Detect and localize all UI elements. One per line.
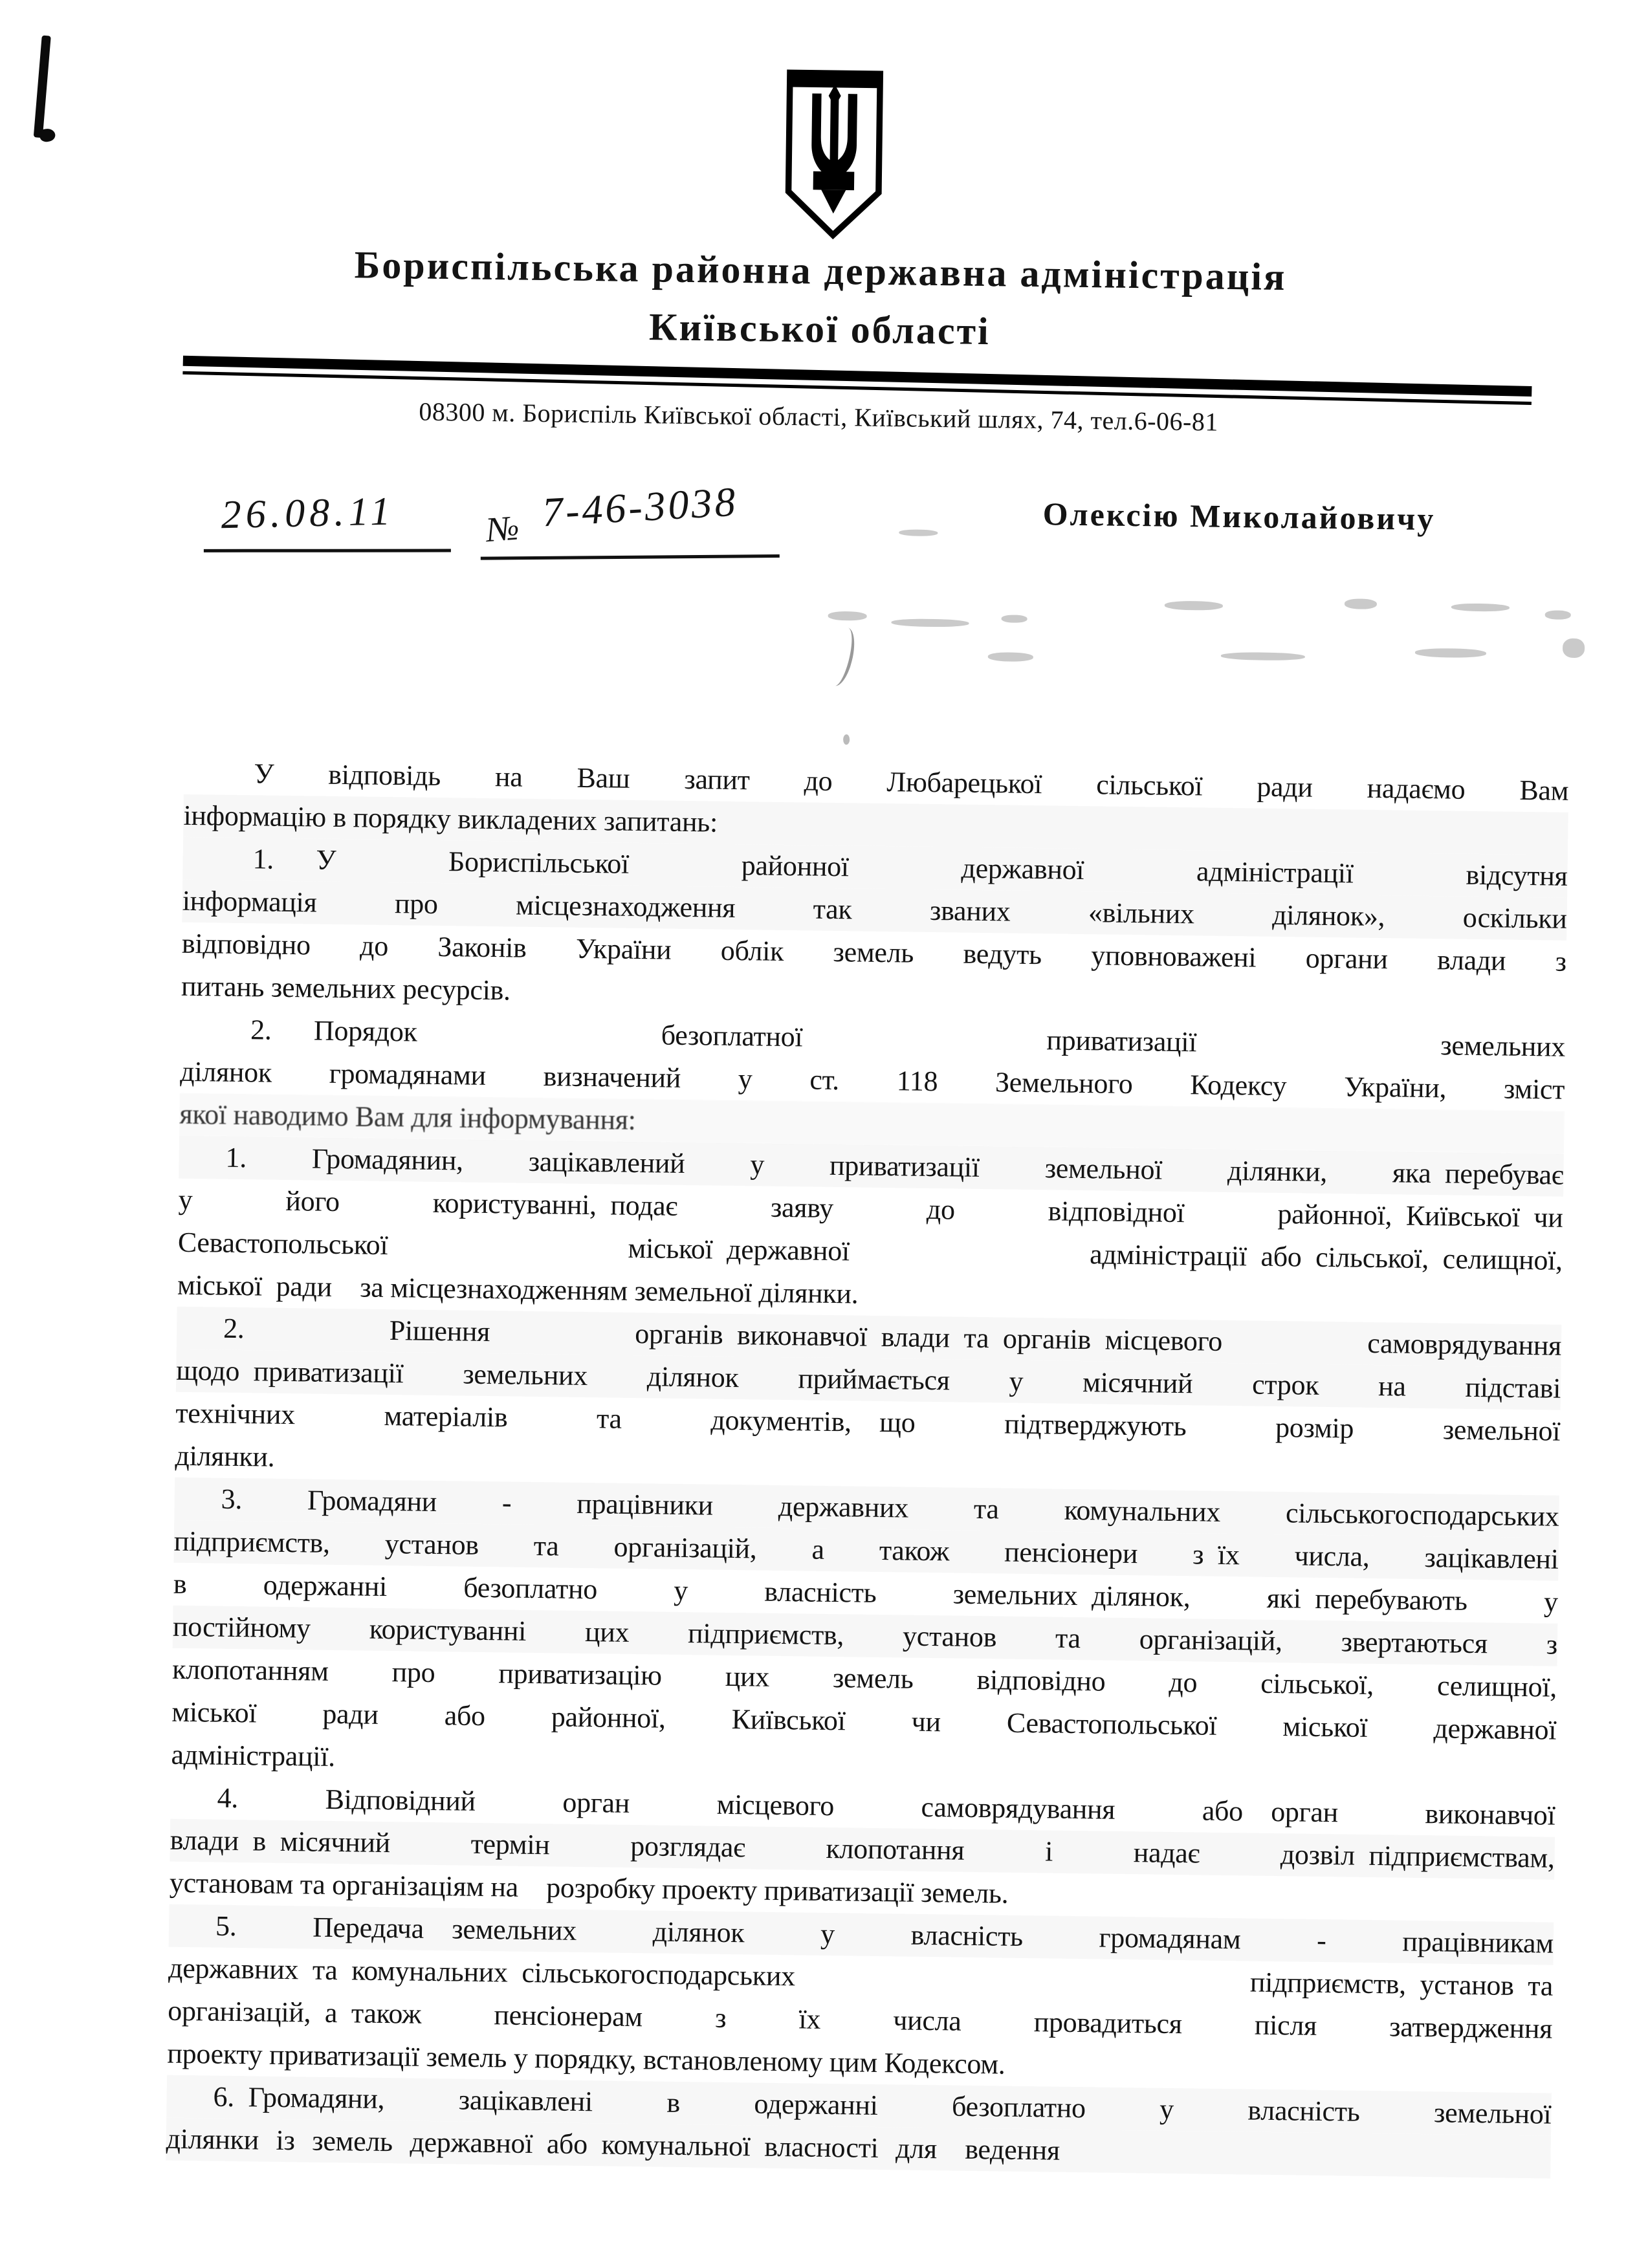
pen-stroke-mark [34,36,51,138]
body-line: 6. Громадяни, зацікавлені в одержанні безоплатно у власність земельної [166,2075,1552,2136]
scan-smudge [1221,652,1305,661]
body-paragraph [166,2075,1552,2179]
body-line: 1. У Бориспільської районної державної адміністрації відсутня [182,837,1568,898]
scan-smudge [988,652,1033,662]
body-line: влади в місячний термін розглядає клопотання і надає дозвіл підприємствам, [170,1819,1555,1880]
body-line: технічних матеріалів та документів, що підтверджують розмір земельної [175,1397,1561,1447]
scan-smudge [891,618,969,627]
body-line: 2. Порядок безоплатної приватизації земельних [250,1014,1566,1063]
body-line: 4. Відповідний орган місцевого самоврядування або орган виконавчої [217,1782,1555,1831]
body-line: якої наводимо Вам для інформування: [179,1093,1565,1154]
number-underline [481,554,780,560]
body-paragraph [179,1008,1565,1154]
date-underline [204,549,451,552]
body-line: установам та організаціям на розробку проекту приватизації земель. [169,1866,1009,1910]
org-name-line1: Бориспільська районна державна адміністрація [354,243,1287,299]
body-line: 2. Рішення органів виконавчої влади та органів місцевого самоврядування [177,1307,1562,1368]
body-line: організацій, а також пенсіонерам з їх числа провадиться після затвердження [168,1994,1553,2045]
handwritten-date: 26.08.11 [220,489,395,538]
org-name-line2: Київської області [648,305,991,353]
body-line: проекту приватизації земель у порядку, встановленому цим Кодексом. [167,2037,1005,2080]
ink-curl-mark [823,625,860,688]
body-line: ділянки із земель державної або комунальної власності для ведення [166,2118,1551,2179]
body-line: міської ради за місцезнаходженням земельної ділянки. [177,1269,859,1310]
body-line: у його користуванні, подає заяву до відповідної районної, Київської чи [178,1183,1563,1234]
ukraine-trident-emblem [781,69,886,242]
body-line: постійному користуванні цих підприємств, установ та організацій, звертаються з [173,1606,1558,1666]
scan-smudge [1165,601,1223,611]
body-line: в одержанні безоплатно у власність земельних ділянок, які перебувають у [173,1567,1559,1618]
body-line: клопотанням про приватизацію цих земель відповідно до сільської, селищної, [171,1653,1557,1703]
body-paragraph [175,1307,1561,1496]
body-paragraph [171,1477,1559,1794]
org-address-line: 08300 м. Бориспіль Київської області, Київський шлях, 74, тел.6-06-81 [419,397,1219,437]
document-number-sign: № [485,508,521,550]
body-line: державних та комунальних сільськогосподарських підприємств, установ та [168,1952,1554,2002]
scan-smudge [1563,638,1585,658]
body-line: 1. Громадянин, зацікавлений у приватизації земельної ділянки, яка перебуває [179,1136,1564,1197]
body-line: міської ради або районної, Київської чи Севастопольської міської державної [171,1696,1557,1746]
addressee-name: Олексію Миколайовичу [1042,496,1436,538]
scan-smudge [899,529,938,536]
body-line: інформацію в порядку викладених запитань: [183,794,1568,855]
body-line: інформація про місцезнаходження так званих «вільних ділянок», оскільки [182,880,1567,941]
body-paragraph [169,1776,1555,1923]
body-line: питань земельних ресурсів. [181,970,511,1007]
body-paragraph [177,1136,1564,1325]
body-line: 3. Громадяни - працівники державних та комунальних сільськогосподарських [174,1477,1559,1538]
pen-stroke-blob [39,127,56,143]
scan-smudge [1545,610,1571,620]
body-line: 5. Передача земельних ділянок у власність громадянам - працівникам [169,1904,1554,1965]
body-line: відповідно до Законів України облік земель ведуть уповноважені органи влади з [181,927,1567,977]
body-line: ділянки. [175,1439,275,1473]
scan-smudge [1345,598,1377,609]
body-paragraph [167,1904,1554,2093]
body-line: ділянок громадянами визначений у ст. 118 Земельного Кодексу України, зміст [180,1055,1565,1106]
scan-smudge [1451,603,1510,611]
letter-body [166,752,1568,2179]
ink-dot-mark [843,734,850,745]
body-line: У відповідь на Ваш запит до Любарецької сільської ради надаємо Вам [254,758,1569,807]
scan-smudge [1002,615,1027,623]
body-paragraph [181,837,1568,1026]
scan-smudge [1415,648,1486,658]
body-line: щодо приватизації земельних ділянок приймається у місячний строк на підставі [176,1349,1561,1410]
body-line: підприємств, установ та організацій, а також пенсіонери з їх числа, зацікавлені [173,1520,1559,1581]
body-line: Севастопольської міської державної адміністрації або сільської, селищної, [177,1226,1563,1276]
body-line: адміністрації. [171,1738,336,1773]
handwritten-document-number: 7-46-3038 [541,478,740,536]
scan-smudge [828,611,867,621]
